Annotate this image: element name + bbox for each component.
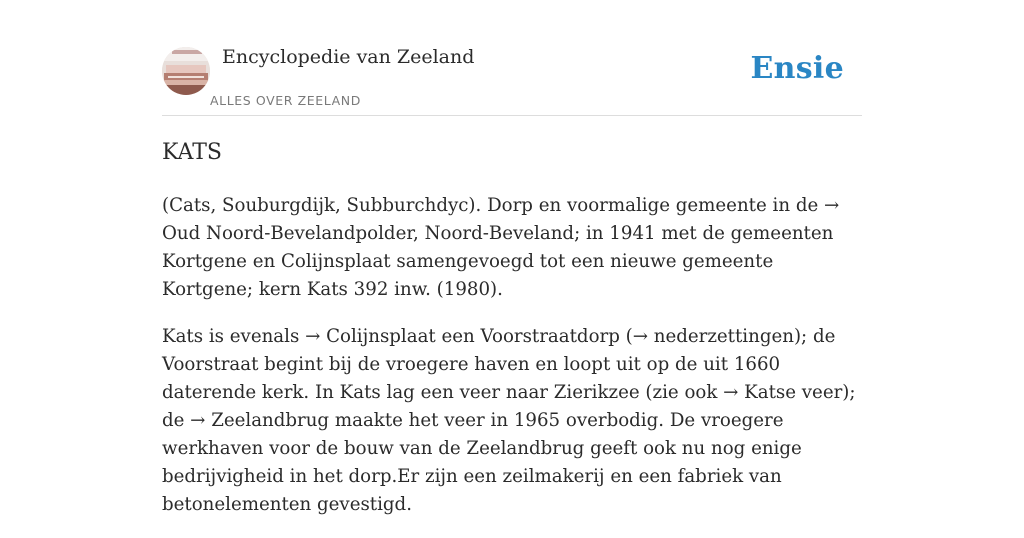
entry-paragraph: Kats is evenals → Colijnsplaat een Voorstraatdorp (→ nederzettingen); de Voorstraat begint bij de vroegere haven en loopt uit op de uit 1660 daterende kerk. In Kats lag een veer naar Zierikzee (zie ook → Katse veer); de → Zeelandbrug maakte het veer in 1965 overbodig. De vroegere werkhaven voor de bouw van de Zeelandbrug geeft ook nu nog enige bedrijvigheid in het dorp.Er zijn een zeilmakerij en een fabriek van betonelementen gevestigd. <box>162 326 856 515</box>
entry-paragraph: (Cats, Souburgdijk, Subburchdyc). Dorp en voormalige gemeente in de → Oud Noord-Bevelandpolder, Noord-Beveland; in 1941 met de gemeenten Kortgene en Colijnsplaat samengevoegd tot een nieuwe gemeente Kortgene; kern Kats 392 inw. (1980). <box>162 195 840 300</box>
entry-title: KATS <box>162 140 222 165</box>
site-header <box>162 45 862 116</box>
encyclopedia-avatar-icon[interactable] <box>162 47 210 95</box>
site-title-link[interactable]: Encyclopedie van Zeeland <box>222 46 475 68</box>
site-tagline: ALLES OVER ZEELAND <box>210 93 361 108</box>
ensie-logo-link[interactable]: Ensie <box>750 51 844 86</box>
entry-body <box>162 192 866 538</box>
